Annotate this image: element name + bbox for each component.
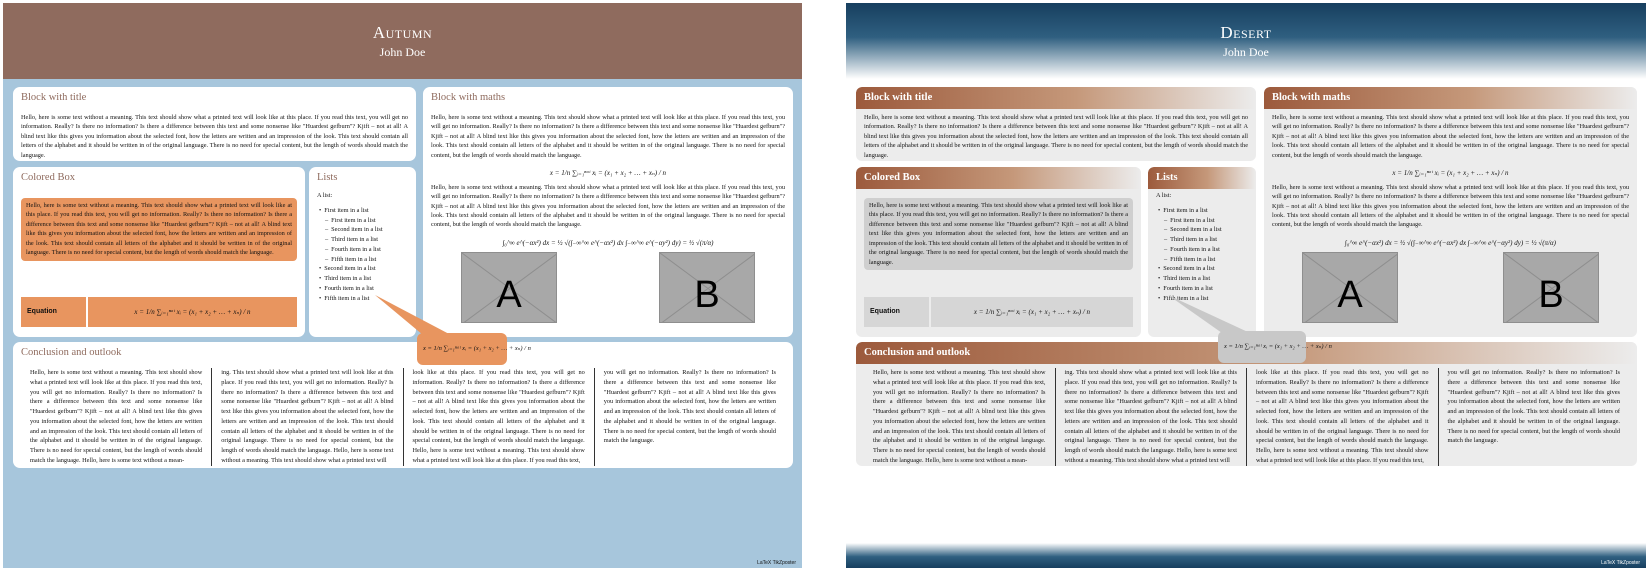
- list-subitem: – Fifth item in a list: [317, 255, 408, 265]
- list-intro: A list:: [317, 192, 333, 199]
- poster-title: Autumn: [372, 23, 433, 42]
- image-label: A: [496, 274, 522, 317]
- footer-credit: LaTeX TikZposter: [757, 560, 796, 566]
- text-column: look like at this place. If you read this text, you will get no information. Really? Is there no information? Is there a difference between this text and some nonsense like "Huardest gefburn"? Kjift – not at all! A blind text like this gives you information about the selected font, how the letters are written and an impression of the look. This text should contain all letters of the alphabet and it should be written in of the original language. There is no need for special content, but the length of words should match the language. Hello, here is some text without a meaning. This text should show what a printed text will look like at this place. If you read this text,: [403, 368, 594, 466]
- callout-pointer: [846, 3, 1646, 568]
- list-item: • Fourth item in a list: [317, 284, 408, 294]
- list-subitem: – Fourth item in a list: [317, 245, 408, 255]
- equation-label: Equation: [864, 297, 929, 327]
- block-title: Conclusion and outlook: [21, 347, 122, 358]
- block-text: Hello, here is some text without a meaning. This text should show what a printed text will look like at this place. If you read this text, you will get no information. Really? Is there no information? Is there a difference between this text and some nonsense like "Huardest gefburn"? Kjift – not at all! A blind text like this gives you information about the selected font, how the letters are written and an impression of the look. This text should contain all letters of the alphabet and it should be written in of the original language. There is no need for special content, but the length of words should match the language.: [1272, 114, 1629, 159]
- text-column: Hello, here is some text without a meaning. This text should show what a printed text will look like at this place. If you read this text, you will get no information. Really? Is there no information? Is there a difference between this text and some nonsense like "Huardest gefburn"? Kjift – not at all! A blind text like this gives you information about the selected font, how the letters are written and an impression of the look. This text should contain all letters of the alphabet and it should be written in of the original language. There is no need for special content, but the length of words should match the language. Hello, here is some text without a mean-: [30, 369, 203, 464]
- text-column: Hello, here is some text without a meaning. This text should show what a printed text will look like at this place. If you read this text, you will get no information. Really? Is there no information? Is there a difference between this text and some nonsense like "Huardest gefburn"? Kjift – not at all! A blind text like this gives you information about the selected font, how the letters are written and an impression of the look. This text should contain all letters of the alphabet and it should be written in of the original language. There is no need for special content, but the length of words should match the language. Hello, here is some text without a mean-: [873, 369, 1046, 464]
- block-title: Lists: [317, 172, 338, 183]
- list-item: • Third item in a list: [317, 274, 408, 284]
- list-subitem: – First item in a list: [317, 216, 408, 226]
- block-title: Block with maths: [1264, 87, 1637, 109]
- footer-credit: LaTeX TikZposter: [1601, 560, 1640, 566]
- image-label: B: [694, 274, 720, 317]
- list-subitem: – Second item in a list: [317, 225, 408, 235]
- block-text: Hello, here is some text without a meaning. This text should show what a printed text will look like at this place. If you read this text, you will get no information. Really? Is there no information? Is there a difference between this text and some nonsense like "Huardest gefburn"? Kjift – not at all! A blind text like this gives you information about the selected font, how the letters are written and an impression of the look. This text should contain all letters of the alphabet and it should be written in of the original language. There is no need for special content, but the length of words should match the language.: [431, 114, 785, 159]
- equation-value: x = 1/n ∑ᵢ₌₁ⁿᵃᵗ xᵢ = (x₁ + x₂ + … + xₙ) / n: [931, 297, 1133, 327]
- list-item: • Fifth item in a list: [1156, 294, 1248, 304]
- list-item: • Fifth item in a list: [317, 294, 408, 304]
- list-subitem: – First item in a list: [1156, 216, 1248, 226]
- colored-box-text: Hello, here is some text without a meaning. This text should show what a printed text will look like at this place. If you read this text, you will get no information. Really? Is there no information? Is there a difference between this text and some nonsense like "Huardest gefburn"? Kjift – not at all! A blind text like this gives you information about the selected font, how the letters are written and an impression of the look. This text should contain all letters of the alphabet and it should be written in of the original language. There is no need for special content, but the length of words should match the language.: [21, 198, 297, 261]
- list-item: • First item in a list: [1156, 206, 1248, 216]
- block-title: Lists: [1148, 167, 1256, 189]
- callout-pointer: [3, 3, 802, 568]
- list-subitem: – Third item in a list: [1156, 235, 1248, 245]
- text-column: ing. This text should show what a printed text will look like at this place. If you read this text, you will get no information. Really? Is there no information? Is there a difference between this text and some nonsense like "Huardest gefburn"? Kjift – not at all! A blind text like this gives you information about the selected font, how the letters are written and an impression of the look. This text should contain all letters of the alphabet and it should be written in of the original language. There is no need for special content, but the length of words should match the language. Hello, here is some text without a meaning. This text should show what a printed text will: [211, 368, 402, 466]
- block-title: Colored Box: [21, 172, 75, 183]
- poster-desert: [846, 3, 1646, 568]
- poster-autumn: [3, 3, 802, 568]
- block-text: Hello, here is some text without a meaning. This text should show what a printed text will look like at this place. If you read this text, you will get no information. Really? Is there no information? Is there a difference between this text and some nonsense like "Huardest gefburn"? Kjift – not at all! A blind text like this gives you information about the selected font, how the letters are written and an impression of the look. This text should contain all letters of the alphabet and it should be written in of the original language. There is no need for special content, but the length of words should match the language.: [431, 183, 785, 229]
- colored-box-text: Hello, here is some text without a meaning. This text should show what a printed text will look like at this place. If you read this text, you will get no information. Really? Is there no information? Is there a difference between this text and some nonsense like "Huardest gefburn"? Kjift – not at all! A blind text like this gives you information about the selected font, how the letters are written and an impression of the look. This text should contain all letters of the alphabet and it should be written in of the original language. There is no need for special content, but the length of words should match the language.: [864, 198, 1133, 270]
- list-item: • Fourth item in a list: [1156, 284, 1248, 294]
- text-column: you will get no information. Really? Is there no information? Is there a difference between this text and some nonsense like "Huardest gefburn"? Kjift – not at all! A blind text like this gives you information about the selected font, how the letters are written and an impression of the look. This text should contain all letters of the alphabet and it should be written in of the original language. There is no need for special content, but the length of words should match the language.: [594, 368, 785, 466]
- block-text: Hello, here is some text without a meaning. This text should show what a printed text will look like at this place. If you read this text, you will get no information. Really? Is there no information? Is there a difference between this text and some nonsense like "Huardest gefburn"? Kjift – not at all! A blind text like this gives you information about the selected font, how the letters are written and an impression of the look. This text should contain all letters of the alphabet and it should be written in of the original language. There is no need for special content, but the length of words should match the language.: [1272, 183, 1629, 229]
- block-text: Hello, here is some text without a meaning. This text should show what a printed text will look like at this place. If you read this text, you will get no information. Really? Is there no information? Is there a difference between this text and some nonsense like "Huardest gefburn"? Kjift – not at all! A blind text like this gives you information about the selected font, how the letters are written and an impression of the look. This text should contain all letters of the alphabet and it should be written in of the original language. There is no need for special content, but the length of words should match the language.: [864, 114, 1248, 159]
- block-title: Block with maths: [431, 92, 506, 103]
- list-item: • Third item in a list: [1156, 274, 1248, 284]
- list-item: • First item in a list: [317, 206, 408, 216]
- math-integral: ∫₀^∞ e^(−αx²) dx = ½ √(∫₋∞^∞ e^(−αx²) dx ∫₋∞^∞ e^(−αy²) dy) = ½ √(π/α): [502, 238, 714, 247]
- equation-value: x = 1/n ∑ᵢ₌₁ⁿᵃᵗ xᵢ = (x₁ + x₂ + … + xₙ) / n: [88, 297, 297, 327]
- list-item: • Second item in a list: [317, 264, 408, 274]
- math-integral: ∫₀^∞ e^(−αx²) dx = ½ √(∫₋∞^∞ e^(−αx²) dx ∫₋∞^∞ e^(−αy²) dy) = ½ √(π/α): [1344, 238, 1556, 247]
- equation-label: Equation: [21, 297, 86, 327]
- block-text: Hello, here is some text without a meaning. This text should show what a printed text will look like at this place. If you read this text, you will get no information. Really? Is there no information? Is there a difference between this text and some nonsense like "Huardest gefburn"? Kjift – not at all! A blind text like this gives you information about the selected font, how the letters are written and an impression of the look. This text should contain all letters of the alphabet and it should be written in of the original language. There is no need for special content, but the length of words should match the language.: [21, 114, 408, 159]
- block-title: Conclusion and outlook: [856, 342, 1637, 364]
- list-subitem: – Fourth item in a list: [1156, 245, 1248, 255]
- list-item: • Second item in a list: [1156, 264, 1248, 274]
- image-label: B: [1538, 274, 1564, 317]
- list-subitem: – Second item in a list: [1156, 225, 1248, 235]
- callout-box: x = 1/n ∑ᵢ₌₁ⁿᵃᵗ xᵢ = (x₁ + x₂ + … + xₙ) / n: [417, 333, 507, 365]
- poster-author: John Doe: [1223, 45, 1269, 59]
- poster-title: Desert: [1220, 23, 1272, 42]
- text-column: look like at this place. If you read this text, you will get no information. Really? Is there no information? Is there a difference between this text and some nonsense like "Huardest gefburn"? Kjift – not at all! A blind text like this gives you information about the selected font, how the letters are written and an impression of the look. This text should contain all letters of the alphabet and it should be written in of the original language. There is no need for special content, but the length of words should match the language. Hello, here is some text without a meaning. This text should show what a printed text will look like at this place. If you read this text,: [1246, 368, 1438, 466]
- text-column: you will get no information. Really? Is there no information? Is there a difference between this text and some nonsense like "Huardest gefburn"? Kjift – not at all! A blind text like this gives you information about the selected font, how the letters are written and an impression of the look. This text should contain all letters of the alphabet and it should be written in of the original language. There is no need for special content, but the length of words should match the language.: [1438, 368, 1630, 466]
- list-subitem: – Fifth item in a list: [1156, 255, 1248, 265]
- image-label: A: [1337, 274, 1363, 317]
- math-equation: x = 1/n ∑ᵢ₌₁ⁿᵃᵗ xᵢ = (x₁ + x₂ + … + xₙ) / n: [1392, 169, 1509, 178]
- text-column: ing. This text should show what a printed text will look like at this place. If you read this text, you will get no information. Really? Is there no information? Is there a difference between this text and some nonsense like "Huardest gefburn"? Kjift – not at all! A blind text like this gives you information about the selected font, how the letters are written and an impression of the look. This text should contain all letters of the alphabet and it should be written in of the original language. There is no need for special content, but the length of words should match the language. Hello, here is some text without a meaning. This text should show what a printed text will: [1055, 368, 1247, 466]
- callout-box: x = 1/n ∑ᵢ₌₁ⁿᵃᵗ xᵢ = (x₁ + x₂ + … + xₙ) / n: [1218, 331, 1306, 363]
- list-subitem: – Third item in a list: [317, 235, 408, 245]
- math-equation: x = 1/n ∑ᵢ₌₁ⁿᵃᵗ xᵢ = (x₁ + x₂ + … + xₙ) / n: [549, 169, 667, 178]
- list-intro: A list:: [1156, 192, 1172, 199]
- block-title: Block with title: [21, 92, 87, 103]
- poster-author: John Doe: [379, 45, 426, 59]
- block-title: Block with title: [856, 87, 1256, 109]
- block-title: Colored Box: [856, 167, 1141, 189]
